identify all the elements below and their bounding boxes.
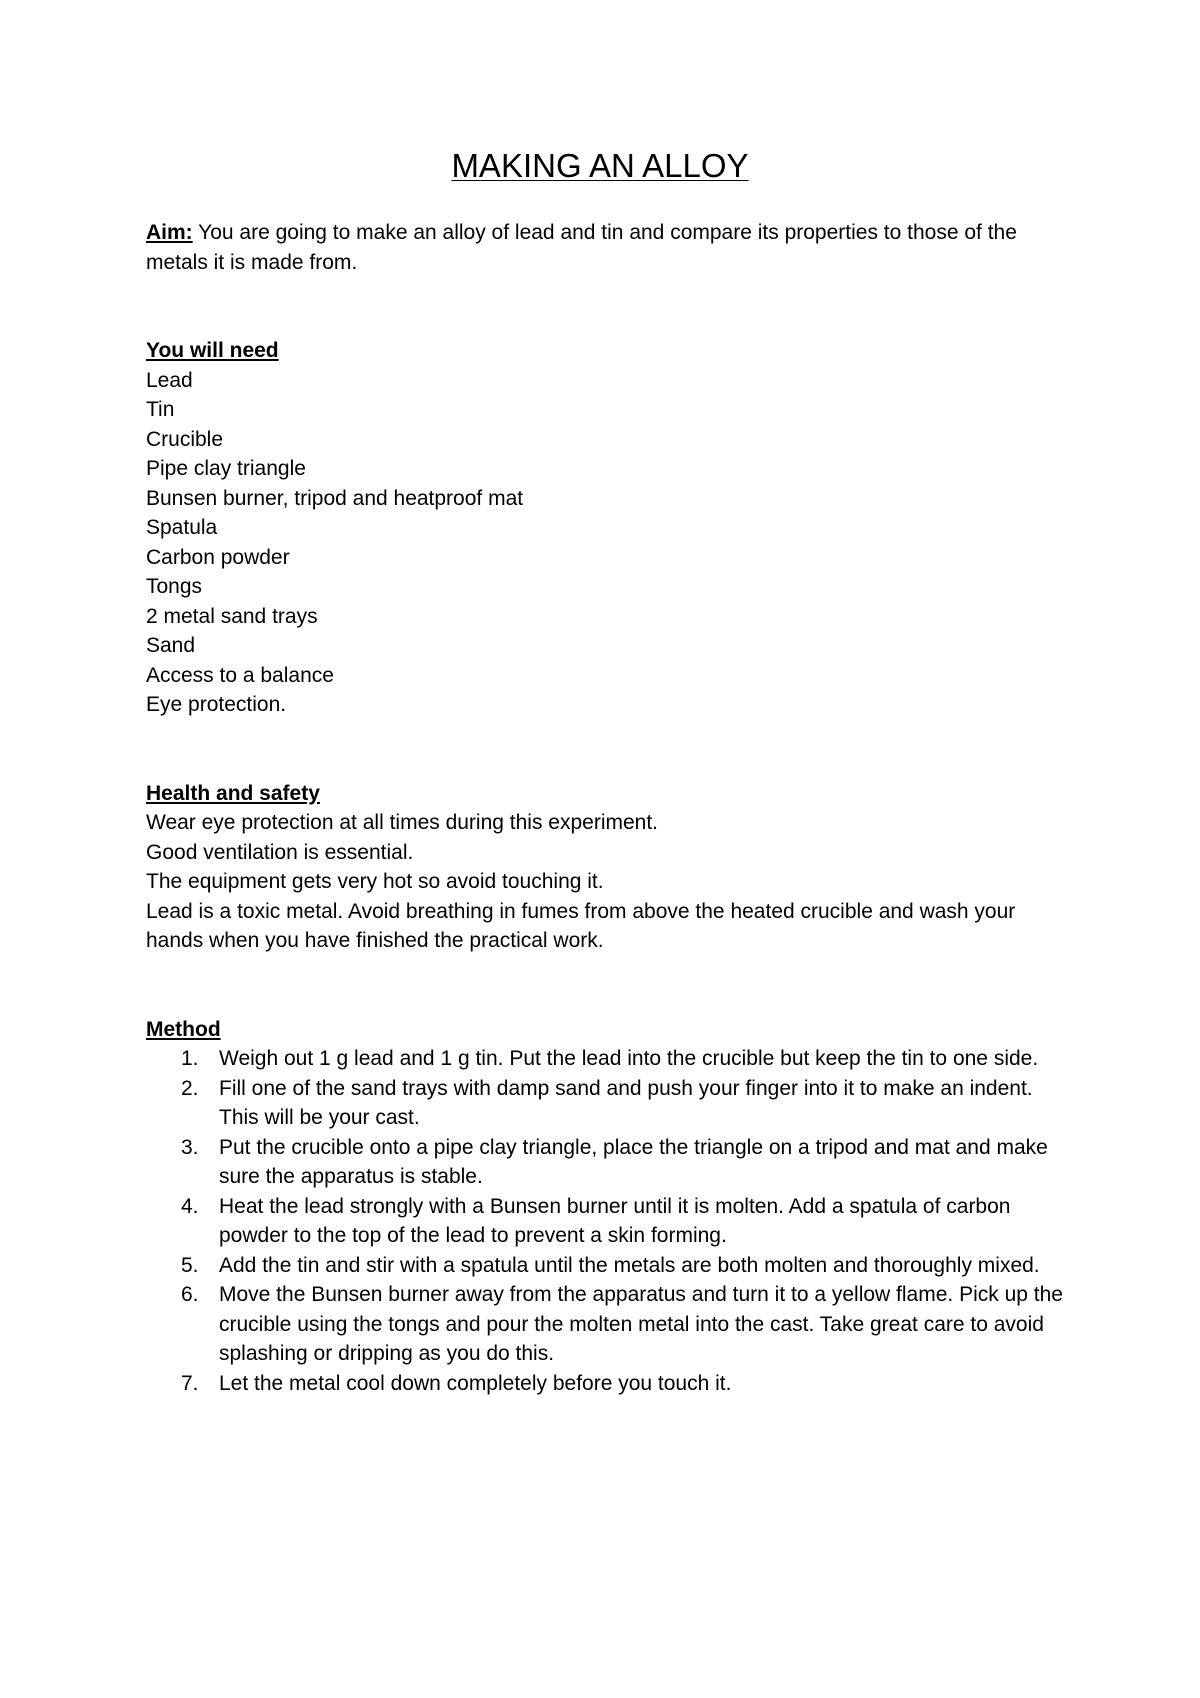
safety-list — [146, 808, 1076, 956]
section-method — [146, 1015, 1076, 1399]
step-number: 1. — [181, 1047, 199, 1070]
step-text: Let the metal cool down completely before you touch it. — [219, 1371, 732, 1395]
method-step — [146, 1044, 1076, 1074]
page-title: MAKING AN ALLOY — [451, 147, 749, 184]
safety-item: Lead is a toxic metal. Avoid breathing in fumes from above the heated crucible and wash your hands when you have finished the practical work. — [146, 899, 1016, 952]
step-number: 3. — [181, 1135, 199, 1159]
equipment-item: Access to a balance — [146, 663, 334, 687]
method-heading: Method — [146, 1017, 221, 1041]
health-and-safety-heading: Health and safety — [146, 781, 320, 805]
equipment-item: Spatula — [146, 516, 218, 539]
method-step — [146, 1369, 1076, 1399]
spacer — [146, 720, 1076, 779]
equipment-item: Tin — [146, 398, 175, 421]
equipment-item: Tongs — [146, 575, 203, 598]
step-text: Fill one of the sand trays with damp sand and push your finger into it to make an indent. This will be your cast. — [219, 1076, 1033, 1129]
method-step — [146, 1133, 1076, 1192]
safety-item: The equipment gets very hot so avoid touching it. — [146, 870, 604, 893]
aim-label: Aim: — [146, 221, 193, 244]
equipment-item: Sand — [146, 634, 196, 657]
method-step — [146, 1251, 1076, 1281]
safety-item: Good ventilation is essential. — [146, 840, 414, 864]
equipment-item: 2 metal sand trays — [146, 604, 318, 628]
section-health-and-safety — [146, 779, 1076, 956]
spacer — [146, 956, 1076, 1015]
section-you-will-need — [146, 336, 1076, 720]
step-number: 7. — [181, 1371, 199, 1395]
method-step — [146, 1280, 1076, 1369]
step-text: Add the tin and stir with a spatula until the metals are both molten and thoroughly mixed. — [219, 1253, 1040, 1277]
step-number: 5. — [181, 1253, 199, 1277]
step-number: 6. — [181, 1283, 199, 1306]
equipment-item: Lead — [146, 368, 193, 392]
step-text: Weigh out 1 g lead and 1 g tin. Put the lead into the crucible but keep the tin to one side. — [219, 1047, 1039, 1070]
step-text: Put the crucible onto a pipe clay triangle, place the triangle on a tripod and mat and make sure the apparatus is stable. — [219, 1135, 1048, 1188]
method-step — [146, 1192, 1076, 1251]
aim-text: You are going to make an alloy of lead and tin and compare its properties to those of the metals it is made from. — [146, 221, 1017, 274]
method-step — [146, 1074, 1076, 1133]
equipment-item: Eye protection. — [146, 693, 287, 716]
equipment-item: Crucible — [146, 427, 224, 451]
method-steps — [146, 1044, 1076, 1398]
safety-item: Wear eye protection at all times during this experiment. — [146, 811, 659, 834]
step-number: 2. — [181, 1076, 199, 1100]
step-text: Heat the lead strongly with a Bunsen burner until it is molten. Add a spatula of carbon powder to the top of the lead to prevent a skin forming. — [219, 1194, 1011, 1247]
equipment-item: Bunsen burner, tripod and heatproof mat — [146, 486, 524, 510]
step-number: 4. — [181, 1194, 199, 1218]
step-text: Move the Bunsen burner away from the apparatus and turn it to a yellow flame. Pick up the crucible using the tongs and pour the molten metal into the cast. Take great care to avoid splashing or dripping as you do this. — [219, 1283, 1063, 1365]
equipment-item: Pipe clay triangle — [146, 457, 306, 480]
aim-paragraph — [146, 218, 1076, 277]
document-body — [146, 218, 1076, 1398]
equipment-list — [146, 366, 1076, 720]
spacer — [146, 277, 1076, 336]
equipment-item: Carbon powder — [146, 545, 290, 569]
you-will-need-heading: You will need — [146, 339, 279, 362]
